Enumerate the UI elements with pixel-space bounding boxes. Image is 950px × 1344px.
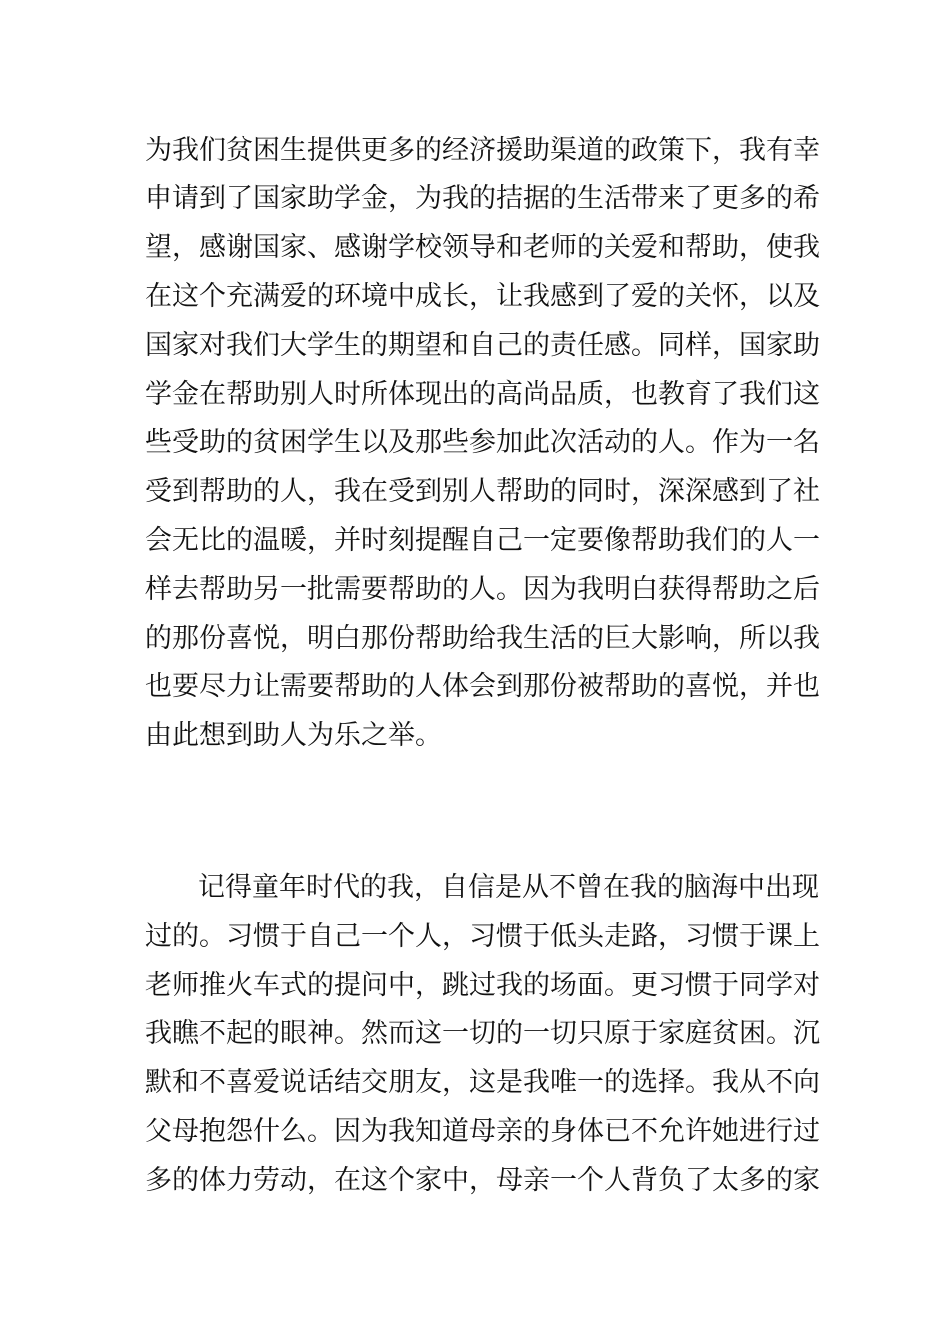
text-line: 由此想到助人为乐之举。 <box>145 720 442 751</box>
text-line: 些受助的贫困学生以及那些参加此次活动的人。作为一名 <box>145 427 820 458</box>
text-line: 默和不喜爱说话结交朋友，这是我唯一的选择。我从不向 <box>145 1067 820 1098</box>
text-line: 申请到了国家助学金，为我的拮据的生活带来了更多的希 <box>145 183 820 214</box>
text-line: 受到帮助的人，我在受到别人帮助的同时，深深感到了社 <box>145 476 820 507</box>
text-line: 父母抱怨什么。因为我知道母亲的身体已不允许她进行过 <box>145 1116 820 1147</box>
text-line: 为我们贫困生提供更多的经济援助渠道的政策下，我有幸 <box>145 135 820 166</box>
text-line: 也要尽力让需要帮助的人体会到那份被帮助的喜悦，并也 <box>145 671 820 702</box>
text-line: 在这个充满爱的环境中成长，让我感到了爱的关怀，以及 <box>145 281 820 312</box>
text-line: 我瞧不起的眼神。然而这一切的一切只原于家庭贫困。沉 <box>145 1018 820 1049</box>
text-line: 记得童年时代的我，自信是从不曾在我的脑海中出现 <box>198 872 819 903</box>
text-line: 国家对我们大学生的期望和自己的责任感。同样，国家助 <box>145 330 820 361</box>
text-line: 望，感谢国家、感谢学校领导和老师的关爱和帮助，使我 <box>145 232 820 263</box>
text-line: 过的。习惯于自己一个人，习惯于低头走路，习惯于课上 <box>145 921 820 952</box>
text-line: 老师推火车式的提问中，跳过我的场面。更习惯于同学对 <box>145 970 820 1001</box>
text-line: 样去帮助另一批需要帮助的人。因为我明白获得帮助之后 <box>145 574 820 605</box>
text-line: 的那份喜悦，明白那份帮助给我生活的巨大影响，所以我 <box>145 623 820 654</box>
text-line: 多的体力劳动，在这个家中，母亲一个人背负了太多的家 <box>145 1165 820 1196</box>
text-line: 学金在帮助别人时所体现出的高尚品质，也教育了我们这 <box>145 379 820 410</box>
text-line: 会无比的温暖，并时刻提醒自己一定要像帮助我们的人一 <box>145 525 820 556</box>
